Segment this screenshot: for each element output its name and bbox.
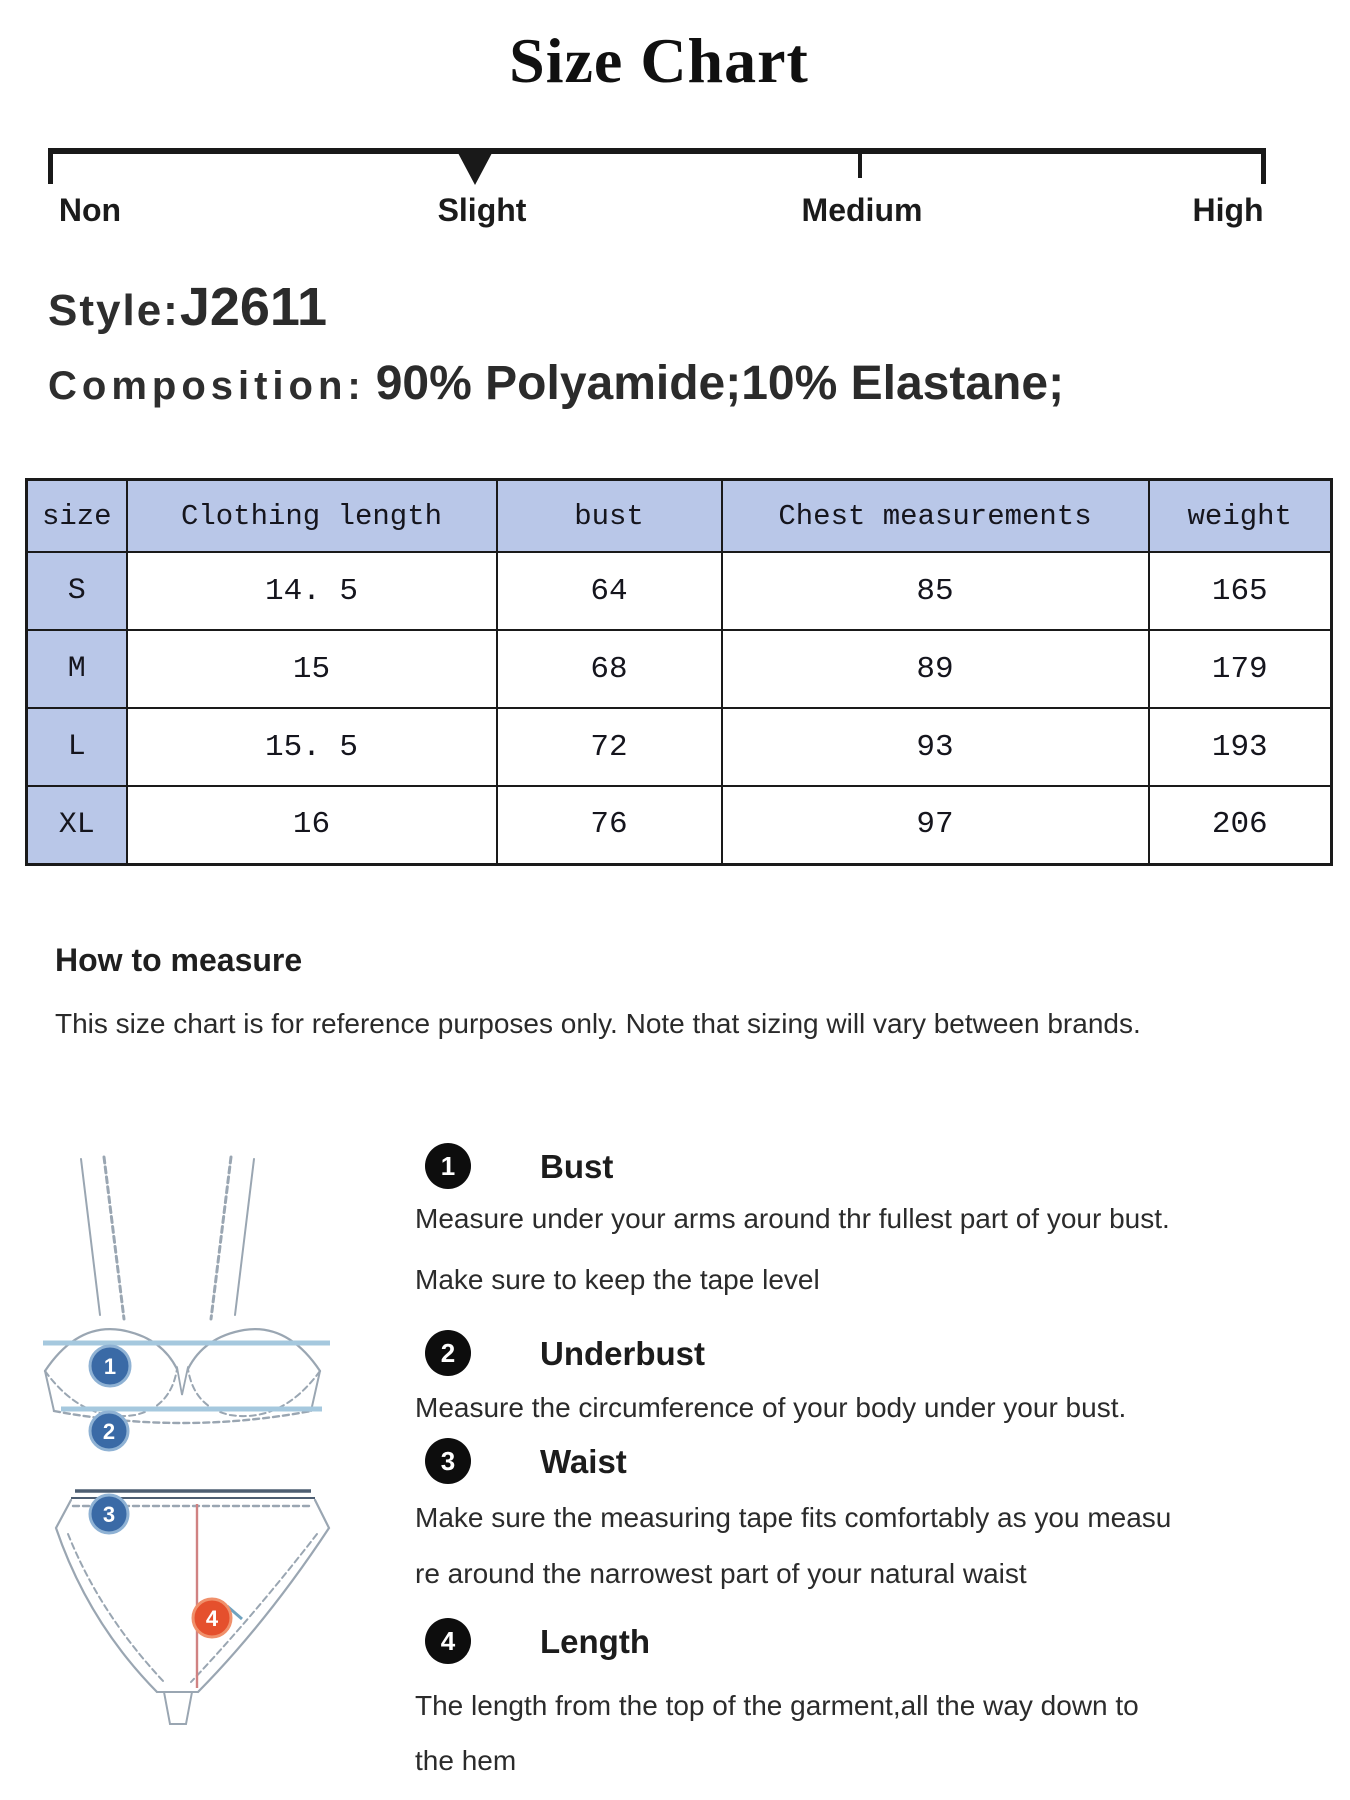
marker-4-number: 4 bbox=[205, 1606, 219, 1631]
chest-cell: 89 bbox=[722, 630, 1149, 708]
bra-cup-right-top bbox=[188, 1329, 320, 1371]
page-title: Size Chart bbox=[509, 25, 809, 96]
scale-label-medium: Medium bbox=[801, 192, 923, 228]
style-row bbox=[48, 276, 327, 338]
step-3-desc-line: re around the narrowest part of your natural waist bbox=[415, 1558, 1027, 1589]
panty-right-edge bbox=[198, 1500, 329, 1692]
scale-line bbox=[48, 148, 1266, 154]
step-3-badge: 3 bbox=[425, 1438, 471, 1484]
bra-strap-right-line bbox=[235, 1159, 254, 1315]
marker-3-waist bbox=[90, 1495, 128, 1533]
reference-note: This size chart is for reference purposes only. Note that sizing will vary between brands. bbox=[55, 1008, 1141, 1039]
bra-strap-left-lace bbox=[104, 1157, 124, 1319]
table-header-row bbox=[27, 480, 1332, 553]
chest-cell: 97 bbox=[722, 786, 1149, 864]
marker-1-bust bbox=[90, 1346, 130, 1386]
scale-marker-icon bbox=[458, 153, 492, 185]
weight-cell: 165 bbox=[1149, 552, 1332, 630]
table-row bbox=[27, 708, 1332, 786]
marker-2-number: 2 bbox=[102, 1419, 116, 1444]
size-cell: XL bbox=[27, 786, 127, 864]
composition-value: 90% Polyamide;10% Elastane; bbox=[375, 357, 1065, 410]
step-4-title: Length bbox=[540, 1623, 650, 1660]
marker-1-number: 1 bbox=[103, 1354, 117, 1379]
size-cell: M bbox=[27, 630, 127, 708]
scale-tick-left bbox=[48, 148, 53, 184]
col-header-chest: Chest measurements bbox=[722, 480, 1149, 553]
step-2-title: Underbust bbox=[540, 1335, 705, 1372]
marker-3-number: 3 bbox=[102, 1502, 116, 1527]
measurement-diagram bbox=[25, 1145, 340, 1725]
bust-cell: 72 bbox=[497, 708, 722, 786]
step-1-badge: 1 bbox=[425, 1143, 471, 1189]
col-header-weight: weight bbox=[1149, 480, 1332, 553]
marker-2-underbust bbox=[90, 1412, 128, 1450]
bust-cell: 76 bbox=[497, 786, 722, 864]
step-2-desc-line: Measure the circumference of your body under your bust. bbox=[415, 1392, 1127, 1423]
scale-tick-right bbox=[1261, 148, 1266, 184]
table-row bbox=[27, 630, 1332, 708]
scale-label-high: High bbox=[1192, 192, 1264, 228]
step-4-badge: 4 bbox=[425, 1618, 471, 1664]
step-1-title: Bust bbox=[540, 1148, 614, 1185]
scale-tick-medium bbox=[858, 148, 862, 178]
marker-4-length bbox=[193, 1599, 231, 1637]
style-value: J2611 bbox=[179, 277, 328, 337]
size-chart-table bbox=[25, 478, 1333, 866]
step-3-title: Waist bbox=[540, 1443, 627, 1480]
bust-cell: 68 bbox=[497, 630, 722, 708]
step-1-desc-line: Measure under your arms around thr fullest part of your bust. bbox=[415, 1203, 1170, 1234]
step-3-desc-line: Make sure the measuring tape fits comfortably as you measu bbox=[415, 1502, 1172, 1533]
step-2-badge: 2 bbox=[425, 1330, 471, 1376]
table-row bbox=[27, 786, 1332, 864]
length-cell: 15. 5 bbox=[127, 708, 497, 786]
length-cell: 16 bbox=[127, 786, 497, 864]
col-header-length: Clothing length bbox=[127, 480, 497, 553]
panty-left-leg-lace bbox=[68, 1534, 164, 1682]
scale-label-non: Non bbox=[58, 192, 122, 228]
bra-strap-right-lace bbox=[211, 1157, 231, 1319]
col-header-bust: bust bbox=[497, 480, 722, 553]
style-label: Style: bbox=[48, 286, 180, 335]
panty-crotch bbox=[157, 1692, 198, 1724]
scale-label-slight: Slight bbox=[437, 192, 527, 228]
weight-cell: 206 bbox=[1149, 786, 1332, 864]
table-row bbox=[27, 552, 1332, 630]
step-4-desc-line: The length from the top of the garment,all the way down to bbox=[415, 1690, 1139, 1721]
length-cell: 15 bbox=[127, 630, 497, 708]
weight-cell: 193 bbox=[1149, 708, 1332, 786]
composition-row bbox=[48, 356, 1064, 411]
weight-cell: 179 bbox=[1149, 630, 1332, 708]
bra-center-gore bbox=[177, 1367, 188, 1395]
chest-cell: 85 bbox=[722, 552, 1149, 630]
composition-label: Composition: bbox=[48, 364, 366, 408]
chest-cell: 93 bbox=[722, 708, 1149, 786]
length-cell: 14. 5 bbox=[127, 552, 497, 630]
col-header-size: size bbox=[27, 480, 127, 553]
bra-strap-left-line bbox=[81, 1159, 100, 1315]
step-4-desc-line: the hem bbox=[415, 1745, 517, 1776]
size-cell: L bbox=[27, 708, 127, 786]
bust-cell: 64 bbox=[497, 552, 722, 630]
step-1-desc-line: Make sure to keep the tape level bbox=[415, 1264, 820, 1295]
size-cell: S bbox=[27, 552, 127, 630]
how-to-measure-heading: How to measure bbox=[55, 942, 303, 978]
